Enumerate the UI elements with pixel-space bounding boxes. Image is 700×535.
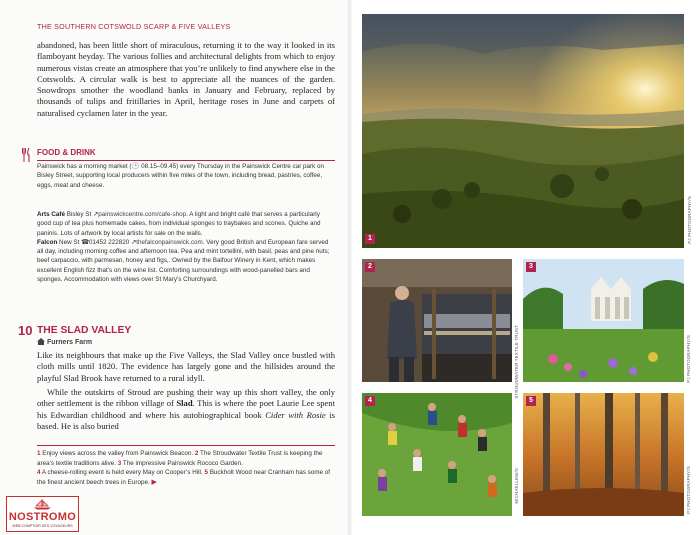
photo-cheese-rolling [362, 393, 512, 516]
slad-paragraph-2 [37, 387, 335, 432]
photo-sunset-landscape [362, 14, 684, 248]
food-drink-title: FOOD & DRINK [37, 148, 96, 157]
food-drink-rule [37, 160, 335, 161]
photo-captions [37, 445, 335, 487]
venue-address: New St [59, 238, 80, 246]
para-text: . This is where the poet Laurie Lee spent his Edwardian childhood and where his autobiographical book [37, 398, 335, 420]
photo-number-badge: 3 [526, 262, 536, 272]
photo-number-badge: 4 [365, 396, 375, 406]
market-time: 08.15–09.45 [141, 163, 177, 170]
photo-beech-wood [523, 393, 684, 516]
caption-number: 3 [117, 459, 122, 467]
caption-1: Enjoy views across the valley from Painswick Beacon. [40, 450, 195, 457]
house-icon [37, 338, 45, 345]
market-text: Painswick has a morning market ( [37, 163, 132, 170]
para-text: While the outskirts of Stroud are pushing their way up this short valley, the only other settlement is the ribbon village of [37, 387, 335, 409]
venue-website-link[interactable]: painswickcentre.com/cafe-shop. [98, 211, 188, 218]
venue-listings [37, 210, 335, 284]
caption-5: Buckholt Wood near Cranham has some of the finest ancient beech trees in Europe. [37, 469, 330, 486]
place-marker [37, 338, 92, 346]
section-title: THE SLAD VALLEY [37, 325, 132, 336]
running-head: THE SOUTHERN COTSWOLD SCARP & FIVE VALLEYS [37, 22, 231, 31]
caption-4: A cheese-rolling event is held every May on Cooper’s Hill. [40, 469, 205, 477]
boat-icon [33, 499, 52, 510]
venue-name-arts-cafe: Arts Café [37, 211, 65, 218]
clock-icon: 🕒 [131, 163, 140, 170]
logo-name: NOSTROMO [8, 511, 77, 523]
caption-number: 1 [37, 450, 41, 457]
book-title: Cider with Rosie [265, 409, 326, 420]
caption-number: 4 [37, 469, 41, 477]
link-icon: ↗ [93, 211, 99, 218]
photo-credit: MICHAELLEW/S [514, 468, 519, 504]
caption-3: The impressive Painswick Rococo Garden. [121, 459, 243, 467]
market-info [37, 162, 335, 190]
venue-description: Very good British and European fare served all day, including morning coffee and afternoon tea. Pea and mint tortellini, with basil, peas and pine nuts; beef carpaccio, with parmesan, honey and figs,. Owned by the Balfour Winery in Kent, which makes excellent English fizz that’s on the wine list. Comforting surroundings with wood-panelled bars and sponges. Accommodation with views over St Mary’s Churchyard. [37, 238, 330, 284]
caption-number: 5 [204, 469, 208, 477]
caption-number: 2 [194, 450, 199, 457]
photo-credit: PJ PHOTOGRAPHY/S [686, 466, 691, 514]
venue-address: Bisley St [66, 211, 92, 218]
place-name: Furners Farm [47, 339, 93, 346]
logo-tagline: WEB COMPTOIR DES VOYAGEURS [12, 524, 73, 528]
venue-website-link[interactable]: thefalconpainswick.com. [136, 238, 205, 246]
nostromo-logo [6, 496, 79, 532]
photo-number-badge: 1 [365, 234, 375, 244]
photo-credit: PJ PHOTOGRAPHY/S [687, 196, 692, 244]
venue-phone: 01452 222820 [88, 238, 130, 246]
link-icon: ↗ [130, 238, 137, 246]
section-number: 10 [18, 323, 33, 338]
photo-number-badge: 2 [365, 262, 375, 272]
caption-text [37, 449, 335, 487]
phone-icon: ☎ [81, 238, 89, 246]
venue-name-falcon: Falcon [37, 238, 58, 246]
fork-knife-icon [21, 148, 31, 162]
slad-village: Slad [176, 398, 193, 409]
para-text: is based. He is also buried [37, 409, 335, 431]
photo-credit: PJ PHOTOGRAPHY/S [686, 335, 691, 383]
intro-paragraph: abandoned, has been little short of miraculous, returning it to the way it looked in its flamboyant heyday. The various follies and architectural delights from which to enjoy numerous vistas create an atmosphere that you’re unlikely to find anywhere else in the Cotswolds. A circular walk is best to appreciate all the nuances of the garden. Snowdrops smother the woodland banks in January and February, replaced by thousands of tulips and fritillaries in April, heritage roses in June and carpets of naturalised cyclamen later in the year. [37, 40, 335, 118]
photo-textile-loom [362, 259, 512, 382]
caption-2: The Stroudwater Textile Trust is keeping the area’s textile traditions alive. [37, 450, 323, 467]
arrow-icon[interactable]: ▶ [151, 478, 157, 486]
photo-credit: STROUDWATER TEXTILE TRUST [514, 325, 519, 399]
slad-paragraph-1: Like its neighbours that make up the Five Valleys, the Slad Valley once bustled with cloth mills until 1820. The evidence has largely gone and the hillsides around the playful Slad Brook have returned to a rural idyll. [37, 350, 335, 383]
market-text-end: ) every Thursday in the Painswick Centre car park on Bisley Street, supporting local producers within five miles of the town, including bread, pastries, coffee, eggs, meat and cheese. [37, 163, 325, 189]
photo-rococo-garden [523, 259, 684, 382]
photo-number-badge: 5 [526, 396, 536, 406]
venue-description: A light and bright café that serves a particularly good cup of tea plus homemade cakes, from individual sponges to traybakes and scones. Quiche and paninis. Lots of artwork by local artists for sale on the walls. [37, 211, 321, 237]
